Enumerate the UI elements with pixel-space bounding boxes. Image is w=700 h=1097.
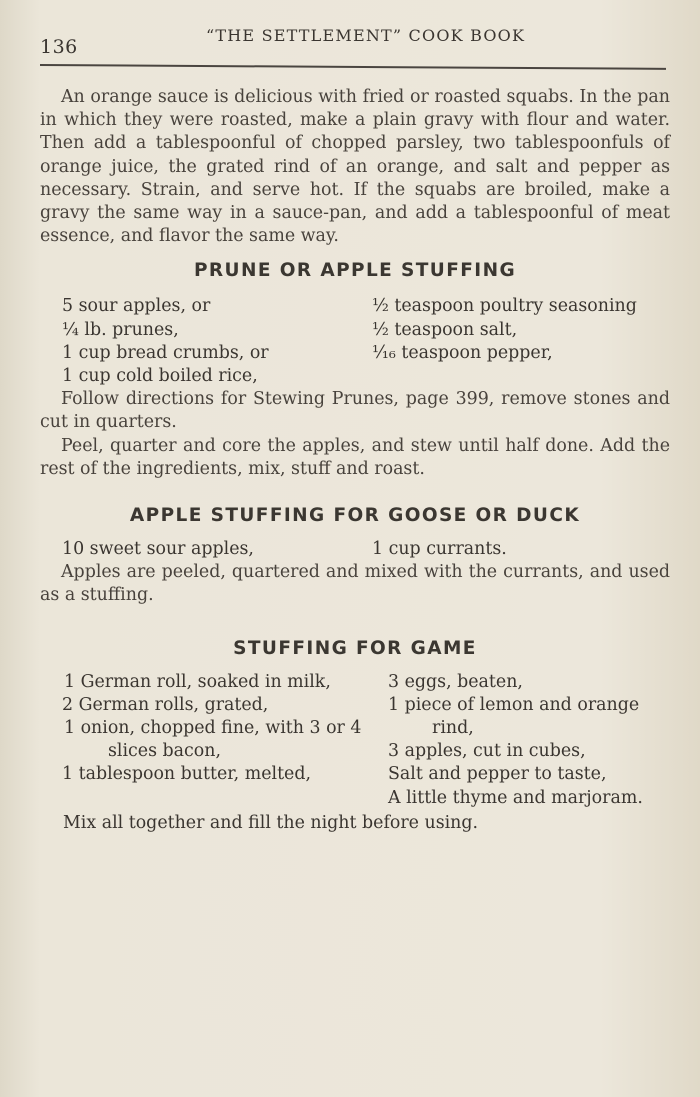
ingredient: 3 apples, cut in cubes, <box>388 741 586 762</box>
ingredient: ⅟₁₆ teaspoon pepper, <box>372 342 553 363</box>
ingredient: 1 piece of lemon and orange rind, <box>388 694 640 739</box>
ingredient: 5 sour apples, or <box>62 296 211 317</box>
directions-paragraph: Mix all together and fill the night before using. <box>63 812 479 833</box>
intro-paragraph: An orange sauce is delicious with fried or roasted squabs. In the pan in which they were roasted, make a plain gravy with flour and water. Then add a tablespoonful of chopped parsley, two tablespoonfuls of orange juice, the grated rind of an orange, and salt and pepper as necessary. Strain, and serve hot. If the squabs are broiled, make a gravy the same way in a sauce-pan, and add a tablespoonful of meat essence, and flavor the same way. <box>40 87 670 247</box>
ingredient: Salt and pepper to taste, <box>388 764 607 785</box>
page-number: 136 <box>40 36 78 58</box>
page-header <box>40 24 668 64</box>
ingredient: 1 German roll, soaked in milk, <box>64 671 331 692</box>
running-title: “THE SETTLEMENT” COOK BOOK <box>206 26 526 45</box>
ingredient: 2 German rolls, grated, <box>62 694 269 715</box>
ingredient: 3 eggs, beaten, <box>388 671 523 692</box>
ingredients-right-column <box>362 295 670 388</box>
ingredients-right-column <box>376 671 670 810</box>
directions-paragraph: Follow directions for Stewing Prunes, page 399, remove stones and cut in quarters. <box>40 389 670 433</box>
ingredients-left-column <box>40 295 362 388</box>
ingredient: 1 cup currants. <box>372 539 507 560</box>
header-rule <box>40 64 666 70</box>
ingredients-apple-stuffing-goose-duck <box>40 538 670 561</box>
recipe-title-prune-apple-stuffing: PRUNE OR APPLE STUFFING <box>193 260 517 282</box>
ingredient: 1 cup bread crumbs, or <box>62 342 269 363</box>
directions-paragraph: Apples are peeled, quartered and mixed with the currants, and used as a stuffing. <box>40 562 670 606</box>
ingredient: 10 sweet sour apples, <box>62 539 254 560</box>
directions-paragraph: Peel, quarter and core the apples, and stew until half done. Add the rest of the ingredients, mix, stuff and roast. <box>40 435 670 479</box>
ingredient: ½ teaspoon salt, <box>372 319 518 340</box>
recipe-title-apple-stuffing-goose-duck: APPLE STUFFING FOR GOOSE OR DUCK <box>129 505 581 527</box>
ingredients-left-column <box>40 671 376 810</box>
ingredient: 1 tablespoon butter, melted, <box>62 764 312 785</box>
ingredients-prune-apple-stuffing <box>40 295 670 388</box>
ingredients-stuffing-for-game <box>40 671 670 810</box>
ingredient: 1 cup cold boiled rice, <box>62 366 258 387</box>
ingredient: A little thyme and marjoram. <box>388 787 643 808</box>
page-content <box>40 86 670 835</box>
ingredient: ¼ lb. prunes, <box>62 319 179 340</box>
ingredient: ½ teaspoon poultry seasoning <box>372 296 637 317</box>
recipe-title-stuffing-for-game: STUFFING FOR GAME <box>233 637 477 659</box>
ingredient: 1 onion, chopped fine, with 3 or 4 slices bacon, <box>64 718 362 762</box>
